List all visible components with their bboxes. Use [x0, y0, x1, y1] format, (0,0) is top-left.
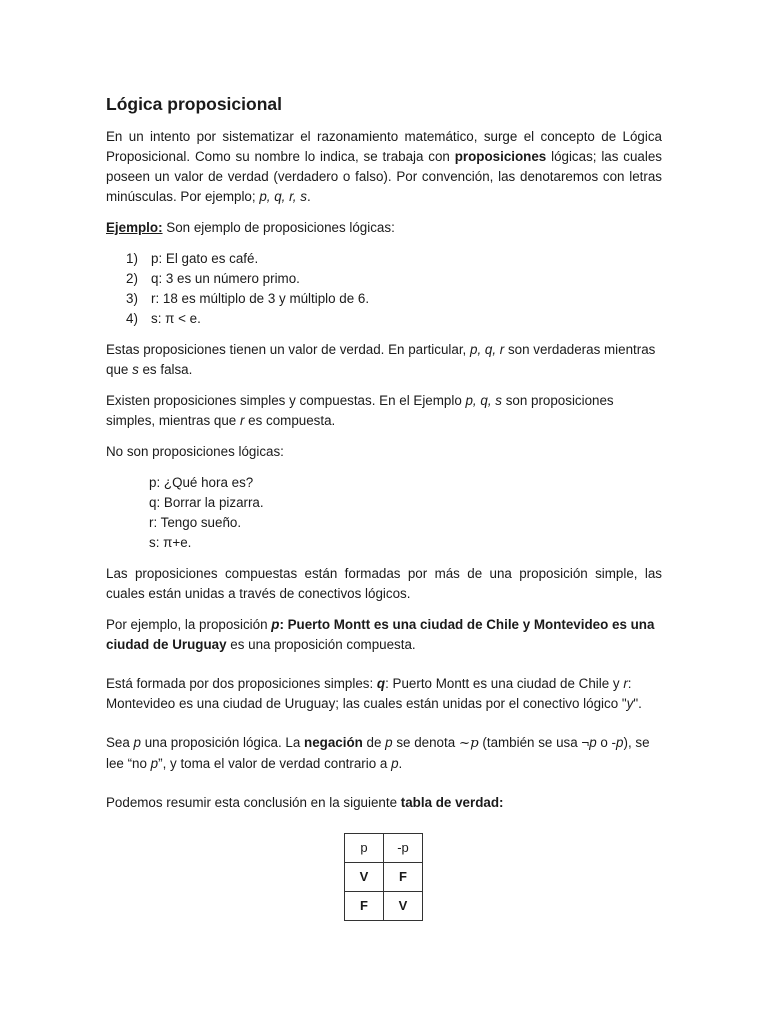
example-list [106, 249, 662, 329]
text: Podemos resumir esta conclusión en la siguiente [106, 795, 401, 810]
bold-text: proposiciones [454, 149, 547, 164]
text: . [306, 189, 311, 204]
table-cell: F [345, 892, 384, 921]
text: : Montevideo es una ciudad de Uruguay; las cuales están unidas por el conectivo lógico " [106, 676, 632, 711]
spacer [106, 725, 662, 733]
truth-table [344, 833, 423, 921]
text: es falsa. [138, 362, 193, 377]
text: Son ejemplo de proposiciones lógicas: [162, 220, 395, 235]
non-propositions-heading: No son proposiciones lógicas: [106, 444, 284, 459]
bold-text: tabla de verdad: [400, 795, 504, 810]
compound-example-paragraph [106, 615, 662, 655]
list-text: q: 3 es un número primo. [151, 271, 300, 286]
text: Estas proposiciones tienen un valor de verdad. En particular, [106, 342, 470, 357]
table-cell: V [345, 863, 384, 892]
italic-text: p [616, 735, 624, 750]
table-header-cell: -p [384, 834, 423, 863]
italic-text: p [385, 735, 393, 750]
text: es una proposición compuesta. [226, 637, 416, 652]
italic-text: r [623, 676, 628, 691]
italic-text: y [626, 696, 634, 711]
text: ), se lee “no [106, 735, 650, 771]
text: es compuesta. [244, 413, 336, 428]
negation-paragraph [106, 733, 662, 774]
bold-text: negación [304, 735, 363, 750]
page-title: Lógica proposicional [106, 94, 282, 114]
list-item: p: ¿Qué hora es? [149, 475, 254, 490]
list-item [106, 289, 662, 309]
intro-paragraph [106, 127, 662, 207]
list-number: 1) [126, 251, 138, 266]
text: Existen proposiciones simples y compuestas. En el Ejemplo [106, 393, 466, 408]
text: una proposición lógica. La [141, 735, 305, 750]
italic-text: p [391, 756, 399, 771]
italic-text: p [589, 735, 597, 750]
text: lógicas; las cuales poseen un valor de verdad (verdadero o falso). Por convención, las denotaremos con letras minúsculas. Por ejemplo; [106, 149, 662, 204]
simple-compound-paragraph [106, 391, 662, 431]
list-number: 3) [126, 291, 138, 306]
list-item [106, 269, 662, 289]
italic-text: p [133, 735, 141, 750]
list-item: r: Tengo sueño. [149, 515, 242, 530]
text: . [398, 756, 403, 771]
italic-text: s [132, 362, 139, 377]
example-intro [106, 218, 662, 238]
list-item [106, 309, 662, 329]
table-row [345, 863, 423, 892]
compound-paragraph: Las proposiciones compuestas están formadas por más de una proposición simple, las cuales están unidas a través de conectivos lógicos. [106, 566, 662, 601]
non-propositions-list [149, 473, 662, 553]
table-row [345, 892, 423, 921]
list-number: 4) [126, 311, 138, 326]
bold-text: : Puerto Montt es una ciudad de Chile y Montevideo es una ciudad de Uruguay [106, 617, 655, 652]
text: : Puerto Montt es una ciudad de Chile y [385, 676, 624, 691]
italic-text: p, q, r [470, 342, 505, 357]
truth-values-paragraph [106, 340, 662, 380]
spacer [106, 785, 662, 793]
bold-italic-text: p [271, 617, 280, 632]
list-text: s: π < e. [151, 311, 201, 326]
table-cell: V [384, 892, 423, 921]
italic-text: p, q, s [465, 393, 502, 408]
summary-paragraph [106, 793, 662, 813]
table-header-row [345, 834, 423, 863]
text: o - [596, 735, 617, 750]
document-content [106, 92, 662, 921]
table-cell: F [384, 863, 423, 892]
text: son verdaderas mientras que [106, 342, 656, 377]
table-header-cell: p [345, 834, 384, 863]
text: de [362, 735, 386, 750]
spacer [106, 666, 662, 674]
list-text: p: El gato es café. [151, 251, 259, 266]
text: ". [633, 696, 642, 711]
list-text: r: 18 es múltiplo de 3 y múltiplo de 6. [151, 291, 370, 306]
italic-text: r [239, 413, 245, 428]
list-item: q: Borrar la pizarra. [149, 495, 264, 510]
text: Por ejemplo, la proposición [106, 617, 272, 632]
italic-text: p, q, r, s [259, 189, 307, 204]
bold-italic-text: q [376, 676, 386, 691]
text: Está formada por dos proposiciones simples: [106, 676, 377, 691]
list-item [106, 249, 662, 269]
text: Sea [106, 735, 134, 750]
list-number: 2) [126, 271, 138, 286]
italic-text: p [150, 756, 159, 771]
negation-symbol: ~p [458, 736, 479, 751]
text: ”, y toma el valor de verdad contrario a [158, 756, 392, 771]
list-item: s: π+e. [149, 535, 192, 550]
text: En un intento por sistematizar el razonamiento matemático, surge el concepto de Lógica Proposicional. Como su nombre lo indica, se trabaja con [106, 129, 662, 164]
example-label: Ejemplo: [106, 220, 163, 235]
decomposition-paragraph [106, 674, 662, 714]
text: son proposiciones simples, mientras que [106, 393, 614, 428]
text: (también se usa ¬ [478, 735, 590, 750]
text: se denota [392, 735, 459, 750]
